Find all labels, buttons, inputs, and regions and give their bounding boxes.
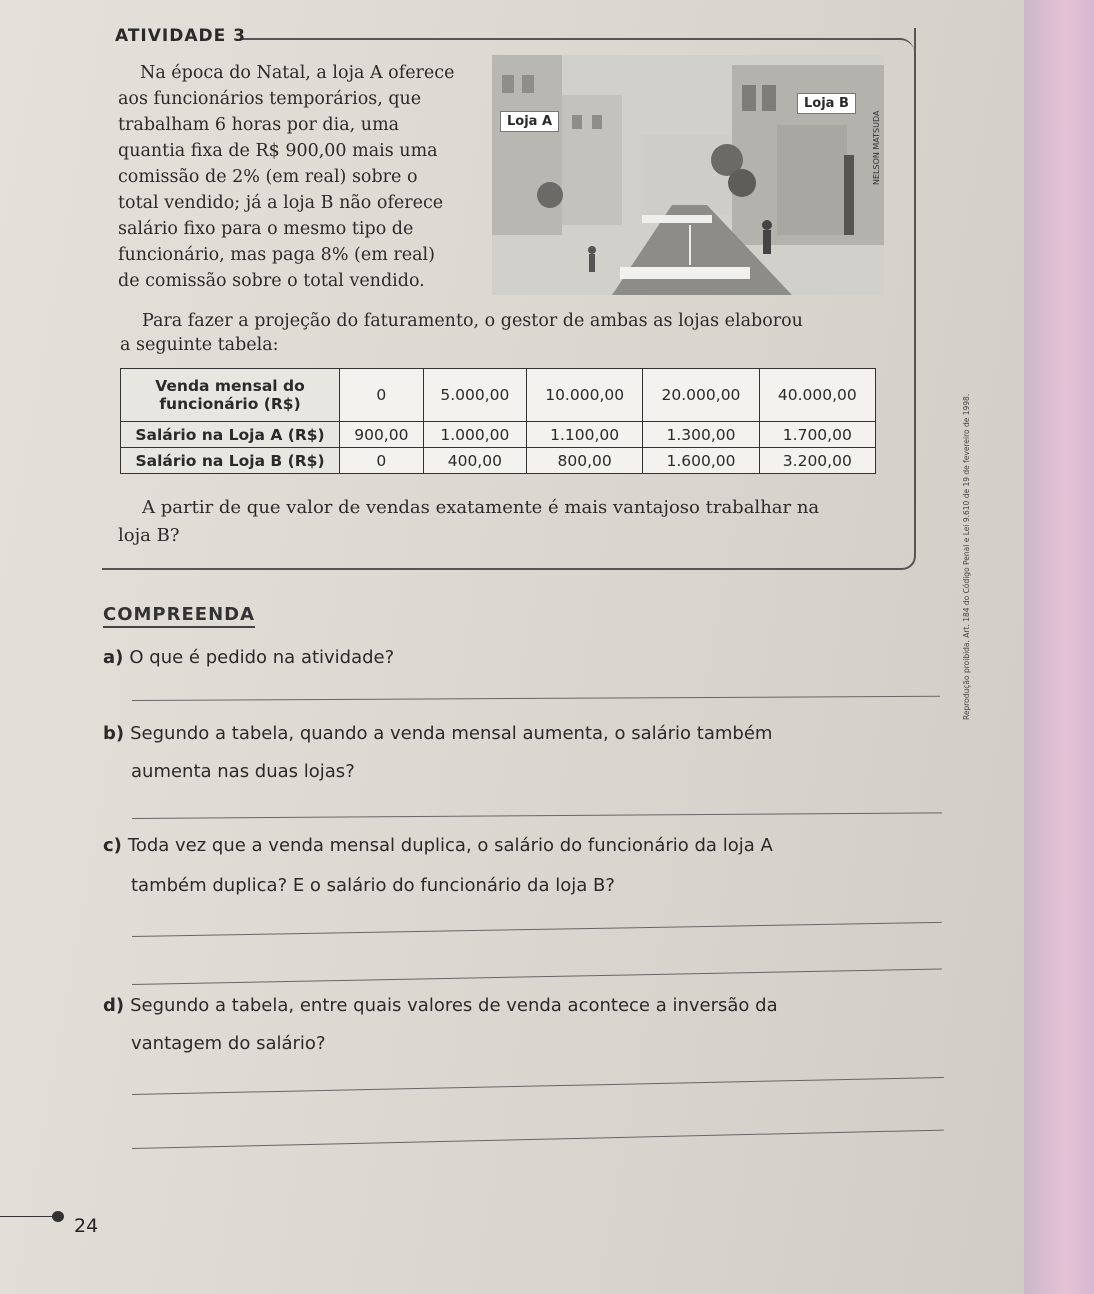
table-cell: 1.000,00 [423, 422, 526, 448]
page-number: 24 [74, 1215, 99, 1237]
table-cell: 3.200,00 [759, 448, 875, 474]
question-text: vantagem do salário? [131, 1033, 326, 1054]
intro-line: de comissão sobre o total vendido. [118, 271, 425, 291]
table-cell: 900,00 [340, 422, 424, 448]
question-line: loja B? [118, 525, 180, 546]
question-text: Segundo a tabela, quando a venda mensal aumenta, o salário também [130, 723, 773, 744]
background-fabric [1024, 0, 1094, 1294]
table-header-cell: Venda mensal do funcionário (R$) [121, 369, 340, 422]
table-intro-text [120, 309, 900, 357]
street-illustration [492, 55, 884, 295]
activity-heading: ATIVIDADE 3 [115, 26, 246, 46]
section-heading: COMPREENDA [103, 604, 256, 625]
table-row-store-b [121, 448, 876, 474]
table-cell: 400,00 [423, 448, 526, 474]
table-row-store-a [121, 422, 876, 448]
question-text: Segundo a tabela, entre quais valores de venda acontece a inversão da [130, 995, 778, 1016]
table-cell: 1.100,00 [526, 422, 642, 448]
intro-line: Na época do Natal, a loja A oferece [140, 63, 455, 83]
activity-question [118, 494, 898, 550]
intro-line: trabalham 6 horas por dia, uma [118, 115, 400, 135]
table-cell: 10.000,00 [526, 369, 642, 422]
question-letter: d) [103, 995, 125, 1016]
intro-text [118, 60, 490, 294]
table-cell: 1.600,00 [643, 448, 759, 474]
intro-line: total vendido; já a loja B não oferece [118, 193, 444, 213]
page-number-marker [52, 1211, 64, 1222]
street-scene-drawing [492, 55, 884, 295]
table-row-sales [121, 369, 876, 422]
table-cell: 40.000,00 [759, 369, 875, 422]
question-d [103, 990, 778, 1060]
question-line: A partir de que valor de vendas exatamente é mais vantajoso trabalhar na [142, 497, 820, 518]
table-intro-line: a seguinte tabela: [120, 335, 279, 355]
store-a-label: Loja A [500, 111, 559, 132]
question-letter: b) [103, 723, 125, 744]
question-c [103, 830, 773, 902]
question-b [103, 718, 772, 788]
salary-table [120, 368, 876, 474]
table-cell: 0 [340, 448, 424, 474]
table-intro-line: Para fazer a projeção do faturamento, o gestor de ambas as lojas elaborou [142, 311, 803, 331]
intro-line: aos funcionários temporários, que [118, 89, 422, 109]
table-row-label: Salário na Loja B (R$) [121, 448, 340, 474]
table-cell: 800,00 [526, 448, 642, 474]
question-text: Toda vez que a venda mensal duplica, o salário do funcionário da loja A [127, 835, 773, 856]
question-text: também duplica? E o salário do funcionário da loja B? [131, 875, 615, 896]
table-row-label: Salário na Loja A (R$) [121, 422, 340, 448]
table-cell: 0 [340, 369, 424, 422]
intro-line: funcionário, mas paga 8% (em real) [118, 245, 435, 265]
table-cell: 1.300,00 [643, 422, 759, 448]
table-cell: 1.700,00 [759, 422, 875, 448]
intro-line: salário fixo para o mesmo tipo de [118, 219, 414, 239]
question-letter: c) [103, 835, 122, 856]
illustration-credit: NELSON MATSUDA [872, 110, 881, 185]
question-text: O que é pedido na atividade? [129, 647, 395, 668]
table-cell: 5.000,00 [423, 369, 526, 422]
table-cell: 20.000,00 [643, 369, 759, 422]
question-text: aumenta nas duas lojas? [131, 761, 355, 782]
question-letter: a) [103, 647, 124, 668]
store-b-label: Loja B [797, 93, 856, 114]
intro-line: quantia fixa de R$ 900,00 mais uma [118, 141, 438, 161]
intro-line: comissão de 2% (em real) sobre o [118, 167, 418, 187]
question-a [103, 642, 394, 674]
copyright-note: Reprodução proibida. Art. 184 do Código Penal e Lei 9.610 de 19 de fevereiro de 1998. [962, 393, 971, 720]
